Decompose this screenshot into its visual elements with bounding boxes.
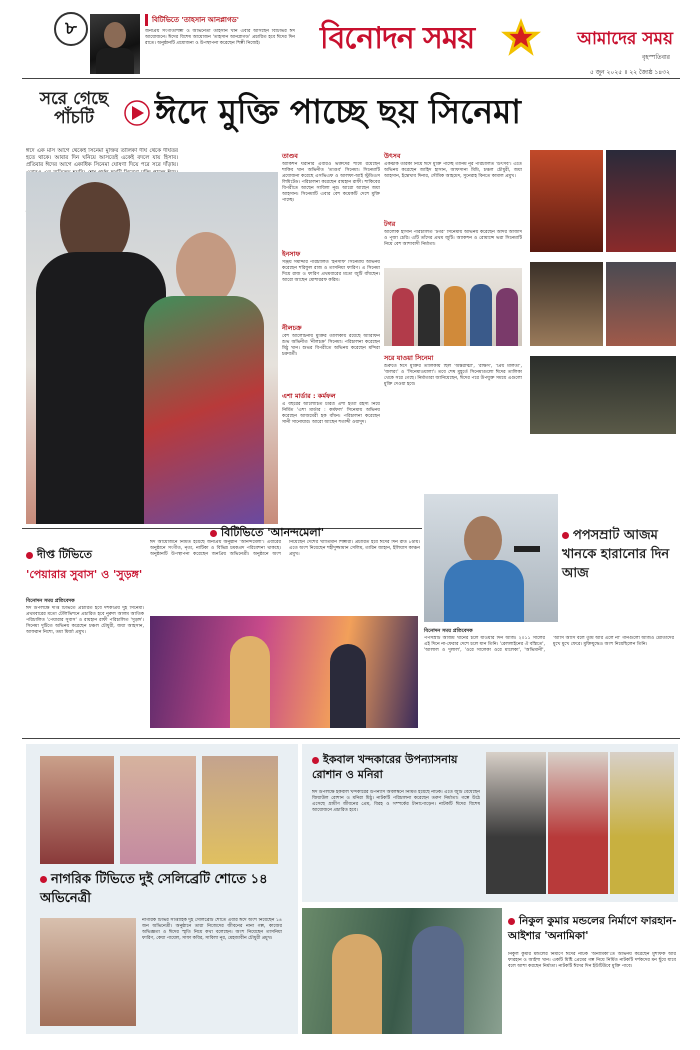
page-number-value: ৮ <box>65 18 77 39</box>
tease-title: বিটিভিতে 'তাহসান আনপ্লাগড' <box>145 14 295 26</box>
headline-arrow-icon <box>124 100 150 126</box>
section-logo-text: বিনোদন সময় <box>320 21 475 56</box>
lead-photo-couple <box>26 172 278 524</box>
lead-group-photo <box>384 268 522 346</box>
iqbal-body: ঈদ উপলক্ষে ইকবাল খন্দকারের উপন্যাস অবলম্বনে নির্মিত হয়েছে নাটক। এতে জুটি বেঁধেছেন জিয়াউল রোশান ও মনিরা মিঠু। নাটকটি পরিচালনা করেছেন তরুণ নির্মাতা। গল্পে উঠে এসেছে গ্রামীণ জীবনের প্রেম, বিরহ ও সম্পর্কের টানাপোড়েন। নাটকটি ঈদের বিশেষ আয়োজনে প্রচারিত হবে। <box>312 790 480 813</box>
lead-headline: ঈদে মুক্তি পাচ্ছে ছয় সিনেমা <box>155 92 521 131</box>
bullet-icon <box>26 552 33 559</box>
azam-title <box>562 526 674 583</box>
iqbal-photo-roshan <box>486 752 546 894</box>
nagorik-photo-2 <box>120 756 196 864</box>
anandamela-photo <box>150 616 418 728</box>
azam-khan-photo <box>424 494 558 622</box>
mid-rule <box>22 738 680 739</box>
lead-col2-item-title: উৎসব <box>384 152 401 160</box>
lead-col1-item-title: নীলচক্র <box>282 324 302 332</box>
nagorik-title <box>40 870 280 908</box>
lead-col1-item-title: ইনসাফ <box>282 250 301 258</box>
nikul-body: নিকুল কুমার মন্ডলের নির্মাণে ঈদের নাটক 'অনামিকা'তে অভিনয় করেছেন মুশফিক আর ফারহান ও আইশা খান। একটি মিষ্টি প্রেমের গল্প নিয়ে নির্মিত নাটকটি দর্শকদের মন ছুঁয়ে যাবে বলে আশা করছেন নির্মাতা। নাটকটি ঈদের দিন ইউটিউবে মুক্তি পাবে। <box>508 952 676 969</box>
tease-text: জনপ্রিয় সংগীতশিল্পী ও অভিনেতা তাহসান খান এবার আসছেন বিটিভির ঈদ আয়োজনে। ঈদের বিশেষ আয়োজন 'তাহসান আনপ্লাগড' প্রচারিত হবে ঈদের দিন রাতে। অনুষ্ঠানটি প্রযোজনা ও উপস্থাপনা করেছেন শিল্পী নিজেই। <box>145 29 295 46</box>
bullet-icon <box>508 918 515 925</box>
lead-col1-item <box>282 391 380 456</box>
brand-logo <box>548 26 673 52</box>
lead-kicker-text: সরে গেছে পাঁচটি <box>39 89 109 128</box>
azam-title-text: পপসম্রাট আজম খানকে হারানোর দিন আজ <box>562 528 670 581</box>
nagorik-photo-4 <box>40 918 136 1026</box>
poster-2 <box>606 150 676 252</box>
lead-col1-item <box>282 323 380 388</box>
lead-kicker <box>28 90 120 128</box>
lead-col1-item-body: অ্যাকশন ঘরানার এবারও ভক্তদের শীর্ষে রয়েছেন শাকিব খান অভিনীত 'তাণ্ডব' সিনেমা। সিনেমাটি প্রযোজনা করেছে এসভিএফ ও আলফা-আই স্টুডিওস লিমিটেড। পরিচালনা করেছেন রায়হান রাফী। শাকিবের বিপরীতে আছেন সাবিলা নূর। আরো আছেন জয়া আহসান। সিনেমাটি এবার বেশ কয়েকটি দেশে মুক্তি পাচ্ছে। <box>282 162 380 203</box>
date-line: ৫ জুন ২০২৫ ॥ ২২ জ্যৈষ্ঠ ১৪৩২ <box>589 69 670 76</box>
btv-anandamela-body: ঈদ আয়োজনে নির্মিত হয়েছে জনপ্রিয় অনুষ্ঠান 'আনন্দমেলা'। এবারের অনুষ্ঠানে সংগীত, নৃত্য, নাটিকা ও বিভিন্ন চমকপ্রদ পরিবেশনা থাকছে। অনুষ্ঠানটি উপস্থাপনা করেছেন জনপ্রিয় অভিনেত্রী। অনুষ্ঠানে অংশ নিয়েছেন দেশের খ্যাতিমান শিল্পীরা। প্রচারিত হবে ঈদের দিন রাত ৮টায়। এতে অংশ নিয়েছেন শহীদুজ্জামান সেলিম, তারিন জাহান, ইলিয়াস কাঞ্চন প্রমুখ। <box>150 540 420 557</box>
lead-col2-item-title: টগর <box>384 220 396 228</box>
lead-col1-item-title: তাণ্ডব <box>282 152 298 160</box>
lead-col1-item-body: বেশ আলোচনায় মুক্তির তালিকায় রয়েছে আরিফিন শুভ অভিনীত 'নীলচক্র' সিনেমা। পরিচালনা করেছেন মিঠু খান। শুভর বিপরীতে অভিনয় করেছেন মন্দিরা চক্রবর্তী। <box>282 334 380 357</box>
lead-col2-item-body: আলোক হাসান পরিচালিত 'টগর' সিনেমায় অভিনয় করেছেন আদর আজাদ ও পূজা চেরি। এটি তাঁদের প্রথম জুটি। অ্যাকশন ও রোমান্সে ভরা সিনেমাটি নিয়ে বেশ আশাবাদী নির্মাতা। <box>384 230 522 247</box>
poster-5 <box>530 356 676 434</box>
azam-body: পপসম্রাট আজম খানের চলে যাওয়ার দিন আজ। ২০১১ সালের এই দিনে না-ফেরার দেশে চলে যান তিনি। 'রেললাইনের ঐ বস্তিতে', 'আলাল ও দুলাল', 'ওরে সালেকা ওরে মালেকা', 'অভিমানী', 'আসি আসি বলে তুমি আর এলে না' গানগুলো আজও শ্রোতাদের মুখে মুখে ফেরে। মুক্তিযুদ্ধেও অংশ নিয়েছিলেন তিনি। <box>424 636 674 653</box>
lead-col2-item <box>384 151 522 216</box>
bullet-icon <box>210 530 217 537</box>
lead-col1-item <box>282 249 380 320</box>
deepto-byline: বিনোদন সময় প্রতিবেদক <box>26 598 75 604</box>
lead-intro: ঈদে এক মাস আগে থেকেই সিনেমা মুক্তির তালিকা দীর্ঘ থেকে দীর্ঘতর হতে থাকে। আবার দিন ঘনিয়ে আসতেই একেই বদলে যায় হিসাব। প্রতিবার ঈদের আগে একাধিক সিনেমা ঘোষণা দিয়ে পরে সরে দাঁড়ায়। <box>26 148 178 169</box>
nikul-title-text: নিকুল কুমার মন্ডলের নির্মাণে ফারহান-আইশার 'অনামিকা' <box>508 915 677 942</box>
poster-3 <box>530 262 603 346</box>
nagorik-title-text: নাগরিক টিভিতে দুই সেলিব্রেটি শোতে ১৪ অভিনেত্রী <box>40 872 268 906</box>
lead-col2 <box>384 148 522 272</box>
deepto-title-line2: 'পেয়ারার সুবাস' ও 'সুড়ঙ্গ' <box>26 568 143 581</box>
lead-col1 <box>282 148 380 456</box>
lead-col1-item-body: সঞ্জয় সমাদ্দার পরিচালিত 'ইনসাফ' সিনেমায় অভিনয় করেছেন শরিফুল রাজ ও তাসনিয়া ফারিণ। এ সিনেমা দিয়ে রাজ ও ফারিণ প্রথমবারের মতো জুটি বাঁধছেন। আরো আছেন মোশাররফ করিম। <box>282 260 380 283</box>
iqbal-photo-monira <box>548 752 608 894</box>
nikul-photo <box>302 908 502 1034</box>
bullet-icon <box>40 876 47 883</box>
lead-col2-item-body: একঝাঁক তারকা নিয়ে ঈদে মুক্তি পাচ্ছে তানিম নূর পরিচালিত 'উৎসব'। এতে অভিনয় করেছেন জাহিদ হাসান, আফসানা মিমি, চঞ্চল চৌধুরী, জয়া আহসান, ইন্তেখাব দিনার, সৌমিক আহমেদ, সুনেরাহ বিনতে কামাল প্রমুখ। <box>384 162 522 179</box>
bullet-icon <box>562 532 569 539</box>
section-logo <box>320 14 495 58</box>
lead-col1-item <box>282 151 380 246</box>
lead-col1-item-body: এ বছরের আলোচিত চরিত্র এশা হত্যা রহস্য নিয়ে নির্মিত 'এশা মার্ডার : কর্মফল' সিনেমায় অভিনয় করেছেন আজমেরী হক বাঁধন। পরিচালনা করেছেন সানী সানোয়ার। আরো আছেন শতাব্দী ওয়াদুদ। <box>282 402 380 425</box>
poster-4 <box>606 262 676 346</box>
lead-col1-item-title: এশা মার্ডার : কর্মফল <box>282 392 336 400</box>
header-rule <box>22 78 680 79</box>
nikul-title <box>508 914 678 944</box>
deepto-title-line1: দীপ্ত টিভিতে <box>37 548 92 561</box>
iqbal-photo-director <box>610 752 674 894</box>
lead-col2-item <box>384 219 522 272</box>
nagorik-body: নাগরিক টিভির সাপ্তাহিক দুই সেলিব্রেটি শোতে এবার ঈদে অংশ নিয়েছেন ১৪ জন অভিনেত্রী। অনুষ্ঠানে তারা নিজেদের জীবনের নানা গল্প, কাজের অভিজ্ঞতা ও ঈদের স্মৃতি নিয়ে কথা বলেছেন। অংশ নিয়েছেন তাসনিয়া ফারিণ, কেয়া পায়েল, সাফা কবির, সাবিলা নূর, মেহজাবীন চৌধুরী প্রমুখ। <box>142 918 282 941</box>
lead-col2-item-title: সরে যাওয়া সিনেমা <box>384 354 434 362</box>
btv-anandamela-title-text: বিটিভিতে 'আনন্দমেলা' <box>221 526 325 539</box>
star-icon <box>500 16 542 58</box>
bullet-icon <box>312 757 319 764</box>
deepto-title <box>26 546 144 582</box>
deepto-body: ঈদ উপলক্ষে দীপ্ত টিভিতে প্রচারিত হবে দর্শকপ্রিয় দুই সিনেমা। প্রথমবারের মতো টেলিভিশনে প্রচারিত হবে নুরুল আলম আতিক পরিচালিত 'পেয়ারার সুবাস' ও রায়হান রাফী পরিচালিত 'সুড়ঙ্গ'। সিনেমা দুটিতে অভিনয় করেছেন চঞ্চল চৌধুরী, জয়া আহসান, আফরান নিশো, তমা মির্জা প্রমুখ। <box>26 606 144 635</box>
azam-byline: বিনোদন সময় প্রতিবেদক <box>424 628 473 634</box>
brand-logo-text: আমাদের সময় <box>577 29 673 49</box>
tahsan-photo <box>90 14 140 74</box>
poster-1 <box>530 150 603 252</box>
lead-col2-lower <box>384 350 522 442</box>
iqbal-title <box>312 752 482 782</box>
weekday: বৃহস্পতিবার <box>642 54 670 61</box>
iqbal-title-text: ইকবাল খন্দকারের উপন্যাসনায় রোশান ও মনিরা <box>312 753 458 781</box>
nagorik-photo-3 <box>202 756 278 864</box>
lead-col2-item-body: শুরুতে ঈদে মুক্তির তালিকায় ছিল 'অন্তরাত্মা', 'রাক্ষস', 'প্রিয় মালতী', 'জলরং' ও 'সিনেমাওয়ালা'। তবে শেষ মুহূর্তে সিনেমাগুলো ঈদের তালিকা থেকে সরে গেছে। নির্মাতারা জানিয়েছেন, ঈদের পরে উপযুক্ত সময়ে এগুলো মুক্তি দেওয়া হবে। <box>384 364 522 387</box>
page-number <box>54 12 88 46</box>
tease-block <box>145 14 295 73</box>
nagorik-photo-1 <box>40 756 114 864</box>
